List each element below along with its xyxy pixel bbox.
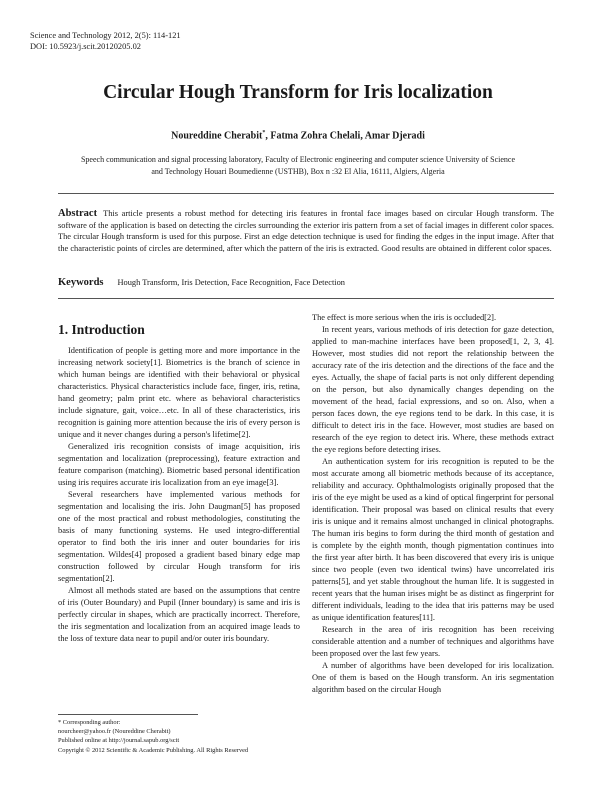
paragraph: The effect is more serious when the iris is occluded[2].	[312, 313, 497, 322]
paragraph: A number of algorithms have been developed for iris localization. One of them is based on the Hough transform. An iris segmentation algorithm based on the circular Hough	[312, 661, 554, 694]
other-authors: , Fatma Zohra Chelali, Amar Djeradi	[265, 130, 425, 142]
paper-title: Circular Hough Transform for Iris localization	[103, 82, 493, 103]
corresponding-mark: *	[262, 130, 266, 136]
abstract-text: This article presents a robust method for detecting iris features in frontal face images based on circular Hough transform. The software of the application is based on detecting the circles surrounding the exterior iris pattern from a set of facial images in different color spaces. The circular Hough transform is used for this purpose. First an edge detection technique is used for finding the edges in the input image. After that the characteristic points of circles are determined, after which the pattern of the iris is extracted. Good results are obtained in different color spaces.	[58, 209, 554, 253]
affiliation-line-1: Speech communication and signal processing laboratory, Faculty of Electronic engineering and computer science University of Science	[80, 155, 515, 164]
paragraph: Research in the area of iris recognition has been receiving considerable attention and a number of techniques and algorithms have been proposed over the last few years.	[312, 625, 554, 658]
footnote-email: nourcheer@yahoo.fr (Noureddine Cherabit)	[58, 728, 171, 736]
journal-doi: DOI: 10.5923/j.scit.20120205.02	[30, 42, 141, 51]
footnote-published: Published online at http://journal.sapub.org/scit	[58, 737, 180, 745]
journal-header	[30, 30, 181, 52]
journal-citation: Science and Technology 2012, 2(5): 114-121	[30, 31, 181, 40]
affiliation-line-2: and Technology Houari Boumedienne (USTHB), Box n :32 El Alia, 16111, Algiers, Algeria	[151, 166, 445, 176]
paragraph: An authentication system for iris recognition is reputed to be the most accurate among all biometric methods because of its acceptance, reliability and accuracy. Ophthalmologists originally proposed that the iris of the eye might be used as a kind of optical fingerprint for personal identification. Their proposal was based on clinical results that every iris is unique and it remains almost unchanged in clinical photographs. The human iris begins to form during the third month of gestation and is complete by the eighth month, though pigmentation continues into the first year after birth. It has been discovered that every iris is unique since two people (even two identical twins) have uncorrelated iris patterns[5], and yet stable throughout the human life. It is suggested in recent years that the human irises might be as distinct as fingerprint for different individuals, leading to the idea that iris patterns may be used as unique identification features[11].	[312, 457, 554, 622]
left-column	[58, 322, 300, 645]
section-heading: 1. Introduction	[58, 322, 145, 337]
top-divider	[58, 193, 554, 194]
paragraph: Several researchers have implemented various methods for segmentation and localising the iris. John Daugman[5] has proposed one of the most practical and robust methodologies, constituting the basis of many functioning systems. He used integro-differential operator to find both the iris inner and outer boundaries for iris segmentation. Wildes[4] proposed a gradient based binary edge map construction followed by circular Hough transform for iris segmentation[2].	[58, 490, 300, 583]
first-author: Noureddine Cherabit	[171, 130, 263, 142]
abstract-label: Abstract	[58, 208, 98, 219]
footnotes	[58, 718, 300, 755]
footnote-copyright: Copyright © 2012 Scientific & Academic Publishing. All Rights Reserved	[58, 746, 249, 754]
keywords-block	[58, 277, 554, 288]
paragraph: In recent years, various methods of iris detection for gaze detection, applied to man-machine interfaces have been proposed[1, 2, 3, 4]. However, most studies did not report the relationship between the accuracy rate of the iris detection and the directions of the face and the eyes. Actually, the shape of facial parts is not only different depending on the person, but also dynamically changes depending on the movement of the head, facial expressions, and so on. Also, when a person faces down, the eye regions tend to be dark. In this case, it is difficult to detect iris in the face. However, most studies are based on research of the eye region to detect iris. Where, these methods extract the eye regions before detecting irises.	[312, 325, 554, 454]
paragraph: Identification of people is getting more and more importance in the increasing network society[1]. Biometrics is the branch of science in which human beings are identified with their behavioral or physical characteristics. Physical characteristics include face, finger, iris, retina, hand geometry; palm print etc. where as behavioral characteristics include signature, gait, voice…etc. In all of these characteristics, iris recognition is gaining more attention because the iris of every person is unique and it never changes during a person's lifetime[2].	[58, 346, 300, 439]
bottom-divider	[58, 298, 554, 299]
keywords-label: Keywords	[58, 277, 104, 288]
paragraph: Almost all methods stated are based on the assumptions that centre of iris (Outer Boundary) and Pupil (Inner boundary) is same and iris is perfectly circular in shapes, which are practically incorrect. Therefore, the iris segmentation and localization from an acquired image leads to the loss of texture data near to pupil and/or outer iris boundary.	[58, 586, 300, 643]
right-column	[312, 312, 554, 696]
keywords-text: Hough Transform, Iris Detection, Face Recognition, Face Detection	[117, 278, 345, 287]
author-list	[0, 130, 596, 141]
paragraph: Generalized iris recognition consists of image acquisition, iris segmentation and localization (preprocessing), feature extraction and feature comparison (matching). Biometric based personal identification using iris requires accurate iris localization from an eye image[3].	[58, 442, 300, 487]
abstract-block	[58, 208, 554, 254]
footnote-corresponding: * Corresponding author:	[58, 719, 121, 726]
affiliation	[48, 154, 548, 177]
footnote-divider	[58, 714, 198, 715]
